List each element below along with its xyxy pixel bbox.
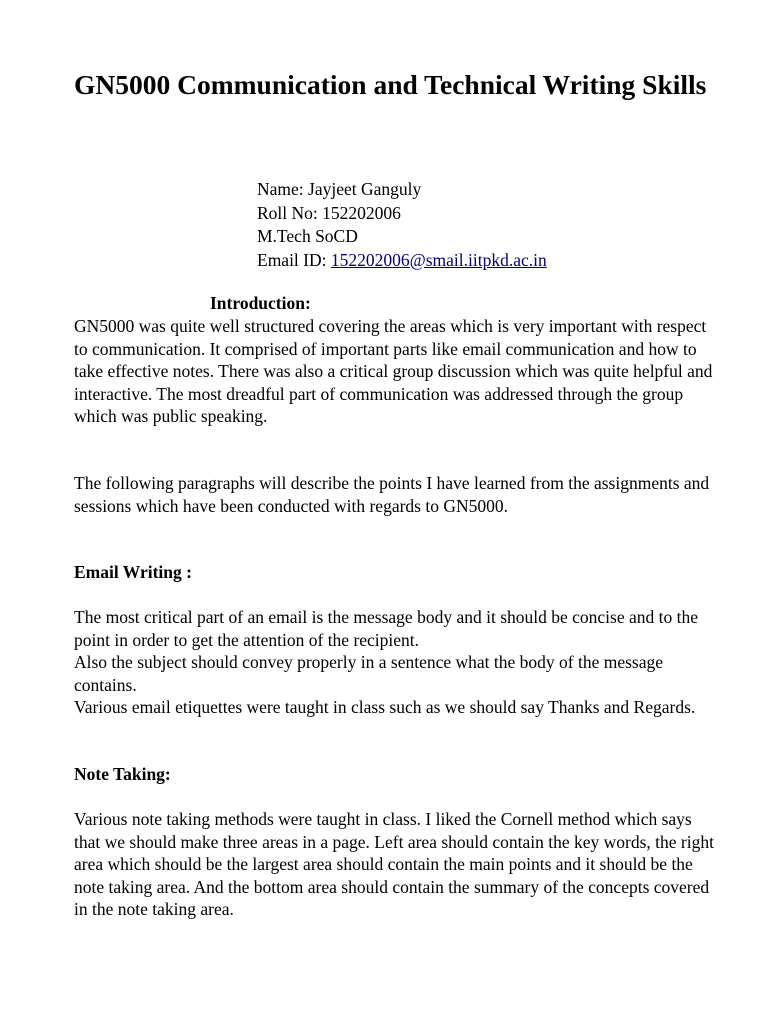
introduction-heading: Introduction:	[210, 293, 311, 313]
author-email-line	[257, 249, 547, 273]
email-link[interactable]: 152202006@smail.iitpkd.ac.in	[330, 249, 547, 270]
author-name: Name: Jayjeet Ganguly	[257, 179, 422, 199]
introduction-paragraph-1: GN5000 was quite well structured covering the areas which is very important with respect to communication. It comprised of important parts like email communication and how to take effective notes. There was also a critical group discussion which was quite helpful and interactive. The most dreadful part of communication was addressed through the group which was public speaking.	[74, 316, 713, 426]
email-writing-heading: Email Writing :	[74, 562, 192, 582]
introduction-paragraph-2: The following paragraphs will describe the points I have learned from the assignments and sessions which have been conducted with regards to GN5000.	[74, 473, 710, 516]
author-program: M.Tech SoCD	[257, 226, 358, 246]
email-label: Email ID:	[257, 249, 331, 270]
document-title: GN5000 Communication and Technical Writing Skills	[74, 69, 707, 100]
note-taking-paragraph: Various note taking methods were taught in class. I liked the Cornell method which says that we should make three areas in a page. Left area should contain the key words, the right area which should be the largest area should contain the main points and it should be the note taking area. And the bottom area should contain the summary of the concepts covered in the note taking area.	[74, 809, 714, 919]
author-roll-number: Roll No: 152202006	[257, 202, 401, 223]
email-writing-paragraph: The most critical part of an email is the message body and it should be concise and to the point in order to get the attention of the recipient. Also the subject should convey properly in a sentence what the body of the message contains. Various email etiquettes were taught in class such as we should say Thanks and Regards.	[74, 607, 698, 717]
author-info-block	[257, 178, 547, 272]
note-taking-heading: Note Taking:	[74, 764, 171, 784]
